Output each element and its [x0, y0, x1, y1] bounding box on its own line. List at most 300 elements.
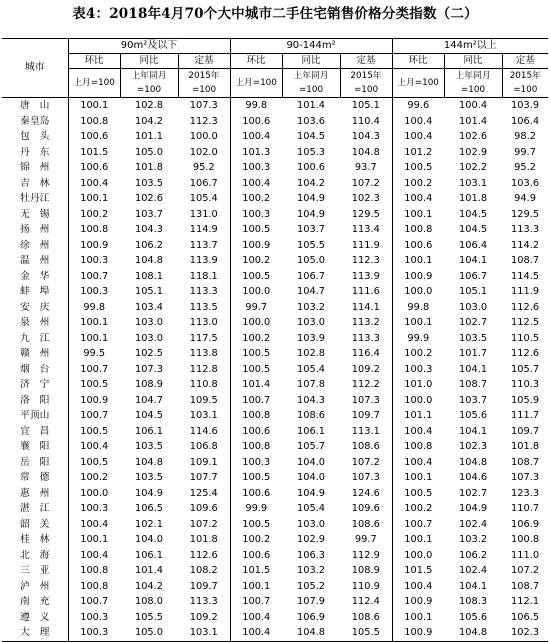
index-value: 101.8 — [178, 532, 230, 548]
index-value: 100.3 — [242, 162, 271, 173]
index-value: 103.5 — [134, 177, 164, 189]
index-value: 100.7 — [80, 410, 109, 421]
index-value: 100.5 — [242, 270, 271, 282]
table-title: 表4：2018年4月70个大中城市二手住宅销售价格分类指数（二） — [72, 6, 478, 22]
index-value: 103.0 — [296, 518, 326, 530]
index-value: 100.5 — [242, 472, 271, 483]
index-value: 107.3 — [134, 363, 164, 375]
city-name: 桂 林 — [2, 532, 68, 548]
index-value: 106.9 — [296, 611, 326, 623]
index-value: 112.1 — [511, 596, 540, 607]
index-value: 100.6 — [80, 162, 109, 173]
index-value: 100.0 — [178, 129, 230, 145]
index-value: 104.1 — [459, 255, 488, 266]
index-value: 124.6 — [340, 486, 392, 502]
city-name: 金 华 — [2, 269, 68, 285]
index-value: 101.8 — [459, 193, 488, 204]
index-value: 108.7 — [459, 379, 488, 390]
index-value: 102.8 — [296, 348, 326, 359]
table-row — [2, 331, 548, 347]
index-value: 101.2 — [404, 146, 433, 158]
index-value: 95.2 — [178, 160, 230, 176]
table-row — [2, 548, 548, 564]
table-row — [2, 377, 548, 393]
index-value: 109.7 — [178, 579, 230, 595]
index-value: 106.1 — [296, 425, 326, 437]
index-value: 103.2 — [296, 565, 326, 576]
index-value: 102.4 — [459, 518, 488, 530]
city-name: 泸 州 — [2, 579, 68, 595]
index-value: 100.3 — [68, 625, 120, 641]
index-value: 101.8 — [511, 441, 540, 452]
index-value: 113.4 — [340, 222, 392, 238]
table-row — [2, 393, 548, 409]
index-value: 106.7 — [296, 270, 326, 282]
index-value: 105.4 — [296, 503, 326, 514]
index-value: 100.4 — [242, 611, 271, 623]
city-name: 北 海 — [2, 548, 68, 564]
index-value: 108.1 — [134, 270, 164, 282]
index-value: 100.2 — [242, 193, 271, 204]
index-value: 101.5 — [242, 565, 271, 576]
index-value: 100.4 — [230, 625, 282, 641]
city-name: 包 头 — [2, 129, 68, 145]
index-value: 100.0 — [242, 286, 271, 297]
index-value: 100.3 — [80, 255, 109, 266]
index-value: 94.9 — [514, 193, 536, 204]
table-row — [2, 579, 548, 595]
index-value: 100.3 — [80, 286, 109, 297]
city-name: 吉 林 — [2, 176, 68, 192]
index-value: 114.6 — [178, 424, 230, 440]
index-value: 117.5 — [178, 331, 230, 347]
index-value: 100.2 — [404, 348, 433, 359]
index-value: 109.7 — [511, 425, 540, 437]
index-value: 112.2 — [340, 377, 392, 393]
index-value: 104.5 — [134, 410, 164, 421]
index-value: 103.1 — [178, 408, 230, 424]
index-value: 104.5 — [296, 131, 326, 142]
table-row — [2, 486, 548, 502]
base-header: 上月=100 — [68, 69, 120, 98]
city-name: 宜 昌 — [2, 424, 68, 440]
index-value: 109.6 — [340, 501, 392, 517]
index-value: 100.1 — [404, 317, 433, 328]
index-value: 113.9 — [340, 269, 392, 285]
table-row — [2, 191, 548, 207]
index-value: 113.0 — [178, 315, 230, 331]
index-value: 100.5 — [242, 224, 271, 235]
index-value: 105.5 — [340, 625, 392, 641]
table-row — [2, 176, 548, 192]
index-value: 100.6 — [242, 549, 271, 561]
index-value: 100.6 — [242, 487, 271, 499]
index-value: 100.7 — [242, 394, 271, 406]
city-name: 洛 阳 — [2, 393, 68, 409]
index-value: 106.9 — [511, 518, 540, 530]
index-value: 103.2 — [296, 301, 326, 313]
index-value: 100.1 — [80, 193, 109, 204]
city-column-header: 城市 — [2, 39, 68, 98]
index-value: 104.8 — [459, 456, 488, 468]
index-value: 100.2 — [242, 534, 271, 545]
index-value: 113.7 — [178, 238, 230, 254]
table-row — [2, 129, 548, 145]
index-value: 112.3 — [178, 114, 230, 130]
table-row — [2, 501, 548, 517]
index-value: 108.2 — [178, 563, 230, 579]
index-value: 95.2 — [514, 162, 536, 173]
index-value: 99.8 — [83, 301, 106, 313]
index-value: 100.3 — [242, 208, 271, 220]
index-value: 100.2 — [80, 208, 109, 220]
index-value: 102.7 — [459, 317, 488, 328]
subheader: 同比 — [120, 54, 178, 69]
index-value: 102.6 — [134, 193, 164, 204]
index-value: 104.9 — [296, 208, 326, 220]
subheader: 定基 — [340, 54, 392, 69]
table-row — [2, 455, 548, 471]
index-value: 114.9 — [178, 222, 230, 238]
index-value: 103.1 — [459, 177, 488, 189]
index-value: 100.1 — [404, 208, 433, 220]
city-name: 韶 关 — [2, 517, 68, 533]
index-value: 100.1 — [80, 100, 109, 111]
subheader: 环比 — [230, 54, 282, 69]
index-value: 100.8 — [242, 410, 271, 421]
index-value: 102.2 — [459, 162, 488, 173]
index-value: 104.2 — [134, 115, 164, 127]
index-value: 105.7 — [511, 363, 540, 375]
index-value: 110.4 — [340, 114, 392, 130]
index-value: 100.6 — [296, 162, 326, 173]
index-value: 103.7 — [459, 394, 488, 406]
index-value: 100.1 — [80, 332, 109, 344]
index-value: 109.5 — [178, 393, 230, 409]
index-value: 104.5 — [459, 224, 488, 235]
table-row — [2, 222, 548, 238]
table-row — [2, 424, 548, 440]
city-name: 徐 州 — [2, 238, 68, 254]
base-header: 2015年=100 — [340, 69, 392, 98]
index-value: 106.7 — [178, 176, 230, 192]
index-value: 129.5 — [511, 208, 540, 220]
index-value: 100.8 — [404, 224, 433, 235]
index-value: 107.2 — [340, 455, 392, 471]
index-value: 103.7 — [134, 208, 164, 220]
index-value: 101.5 — [80, 146, 109, 158]
table-row — [2, 98, 548, 114]
index-value: 103.5 — [134, 441, 164, 452]
table-row — [2, 145, 548, 161]
index-value: 103.9 — [511, 100, 540, 111]
index-value: 108.7 — [511, 580, 540, 592]
index-value: 104.0 — [296, 472, 326, 483]
index-value: 105.4 — [178, 191, 230, 207]
index-value: 105.4 — [296, 363, 326, 375]
index-value: 109.2 — [340, 362, 392, 378]
index-value: 106.4 — [459, 239, 488, 251]
index-value: 103.6 — [296, 115, 326, 127]
index-value: 129.5 — [340, 207, 392, 223]
table-row — [2, 408, 548, 424]
index-value: 104.7 — [134, 394, 164, 406]
index-value: 106.2 — [459, 549, 488, 561]
index-value: 100.5 — [80, 379, 109, 390]
index-value: 100.1 — [404, 472, 433, 483]
group-header-medium: 90-144m² — [230, 39, 392, 54]
index-value: 104.1 — [459, 580, 488, 592]
index-value: 104.6 — [459, 472, 488, 483]
table-row — [2, 610, 548, 626]
index-value: 100.7 — [80, 270, 109, 282]
index-value: 100.8 — [80, 565, 109, 576]
index-value: 100.8 — [404, 441, 433, 452]
index-value: 104.2 — [296, 177, 326, 189]
index-value: 112.6 — [178, 548, 230, 564]
index-value: 104.0 — [134, 534, 164, 545]
index-value: 113.5 — [178, 300, 230, 316]
index-value: 99.9 — [245, 503, 268, 514]
city-name: 济 宁 — [2, 377, 68, 393]
index-value: 100.6 — [242, 115, 271, 127]
index-value: 100.8 — [80, 115, 109, 127]
index-value: 100.8 — [511, 534, 540, 545]
index-value: 100.3 — [80, 503, 109, 514]
index-value: 100.2 — [242, 255, 271, 266]
index-value: 108.6 — [340, 439, 392, 455]
index-value: 103.0 — [459, 301, 488, 313]
table-row — [2, 362, 548, 378]
index-value: 107.3 — [178, 98, 230, 114]
index-value: 116.4 — [340, 346, 392, 362]
index-value: 100.9 — [242, 239, 271, 251]
index-value: 104.1 — [459, 425, 488, 437]
index-value: 114.2 — [511, 239, 540, 251]
index-value: 108.6 — [340, 610, 392, 626]
city-name: 南 充 — [2, 594, 68, 610]
table-row — [2, 517, 548, 533]
index-value: 105.7 — [296, 441, 326, 452]
index-value: 100.5 — [242, 363, 271, 375]
index-value: 100.8 — [80, 580, 109, 592]
index-value: 101.0 — [404, 379, 433, 390]
index-value: 101.7 — [459, 348, 488, 359]
index-value: 102.7 — [459, 487, 488, 499]
index-value: 100.5 — [80, 425, 109, 437]
index-value: 100.5 — [404, 487, 433, 499]
city-name: 常 德 — [2, 470, 68, 486]
index-value: 99.7 — [514, 146, 536, 158]
index-value: 100.0 — [80, 487, 109, 499]
base-header: 2015年=100 — [502, 69, 548, 98]
index-value: 99.8 — [245, 100, 268, 111]
index-value: 93.7 — [340, 160, 392, 176]
index-value: 103.0 — [296, 317, 326, 328]
index-value: 102.1 — [134, 518, 164, 530]
index-value: 105.5 — [296, 239, 326, 251]
index-value: 100.8 — [80, 224, 109, 235]
index-value: 114.1 — [340, 300, 392, 316]
subheader: 同比 — [444, 54, 502, 69]
table-row — [2, 346, 548, 362]
index-value: 103.7 — [296, 224, 326, 235]
table-row — [2, 625, 548, 641]
index-value: 104.3 — [340, 129, 392, 145]
index-value: 118.1 — [178, 269, 230, 285]
index-value: 101.4 — [242, 379, 271, 390]
table-body — [2, 98, 548, 642]
index-value: 112.4 — [340, 594, 392, 610]
index-value: 99.9 — [407, 332, 430, 344]
price-index-table — [2, 38, 548, 642]
index-value: 103.2 — [459, 534, 488, 545]
index-value: 104.9 — [296, 487, 326, 499]
index-value: 104.8 — [444, 625, 502, 641]
index-value: 104.8 — [134, 456, 164, 468]
index-value: 104.1 — [459, 363, 488, 375]
index-value: 108.9 — [134, 379, 164, 390]
table-row — [2, 439, 548, 455]
index-value: 104.5 — [459, 208, 488, 220]
index-value: 101.4 — [134, 565, 164, 576]
index-value: 100.4 — [404, 425, 433, 437]
index-value: 102.5 — [134, 348, 164, 359]
index-value: 100.9 — [404, 270, 433, 282]
index-value: 100.6 — [242, 425, 271, 437]
index-value: 106.5 — [134, 503, 164, 514]
index-value: 101.1 — [404, 410, 433, 421]
index-value: 100.9 — [404, 596, 433, 607]
index-value: 106.2 — [134, 239, 164, 251]
index-value: 103.0 — [134, 332, 164, 344]
index-value: 100.1 — [80, 534, 109, 545]
index-value: 100.5 — [242, 348, 271, 359]
index-value: 110.7 — [511, 503, 540, 514]
index-value: 113.1 — [340, 424, 392, 440]
index-value: 102.8 — [134, 100, 164, 111]
index-value: 112.8 — [178, 362, 230, 378]
city-name: 惠 州 — [2, 486, 68, 502]
index-value: 100.4 — [404, 193, 433, 204]
index-value: 107.8 — [296, 379, 326, 390]
index-value: 105.0 — [120, 625, 178, 641]
table-row — [2, 284, 548, 300]
index-value: 100.4 — [459, 100, 488, 111]
base-header: 上年同月=100 — [120, 69, 178, 98]
index-value: 100.0 — [404, 394, 433, 406]
index-value: 100.3 — [404, 363, 433, 375]
base-header: 上月=100 — [392, 69, 444, 98]
city-name: 温 州 — [2, 253, 68, 269]
index-value: 99.5 — [83, 348, 106, 359]
index-value: 107.2 — [511, 565, 540, 576]
index-value: 125.4 — [178, 486, 230, 502]
index-value: 112.6 — [511, 301, 540, 313]
index-value: 101.8 — [134, 162, 164, 173]
index-value: 108.7 — [511, 255, 540, 266]
index-value: 105.5 — [134, 611, 164, 623]
table-row — [2, 594, 548, 610]
index-value: 105.3 — [296, 146, 326, 158]
index-value: 100.4 — [80, 518, 109, 530]
index-value: 103.5 — [134, 472, 164, 483]
index-value: 109.7 — [340, 408, 392, 424]
index-value: 104.2 — [134, 580, 164, 592]
index-value: 101.4 — [459, 115, 488, 127]
subheader: 环比 — [68, 54, 120, 69]
city-name: 平顶山 — [2, 408, 68, 424]
city-name: 岳 阳 — [2, 455, 68, 471]
index-value: 107.2 — [340, 176, 392, 192]
index-value: 100.2 — [404, 503, 433, 514]
index-value: 100.1 — [242, 580, 271, 592]
index-value: 99.7 — [340, 532, 392, 548]
index-value: 102.3 — [340, 191, 392, 207]
index-value: 104.8 — [282, 625, 340, 641]
index-value: 100.0 — [404, 286, 433, 297]
index-value: 99.8 — [407, 301, 430, 313]
index-value: 103.0 — [134, 317, 164, 328]
index-value: 108.0 — [134, 596, 164, 607]
index-value: 107.7 — [178, 470, 230, 486]
index-value: 100.4 — [242, 131, 271, 142]
index-value: 113.9 — [178, 253, 230, 269]
index-value: 105.0 — [296, 255, 326, 266]
index-value: 108.9 — [340, 563, 392, 579]
index-value: 100.6 — [80, 131, 109, 142]
index-value: 102.0 — [178, 145, 230, 161]
table-row — [2, 207, 548, 223]
index-value: 107.3 — [340, 470, 392, 486]
base-header: 2015年=100 — [178, 69, 230, 98]
index-value: 106.3 — [296, 549, 326, 561]
index-value: 102.3 — [502, 625, 548, 641]
index-value: 108.6 — [340, 517, 392, 533]
subheader: 同比 — [282, 54, 340, 69]
index-value: 100.4 — [80, 549, 109, 561]
group-header-small: 90m²及以下 — [68, 39, 230, 54]
index-value: 100.4 — [404, 456, 433, 468]
index-value: 111.9 — [340, 238, 392, 254]
index-value: 100.5 — [80, 456, 109, 468]
index-value: 102.6 — [459, 131, 488, 142]
index-value: 99.6 — [407, 100, 430, 111]
index-value: 113.3 — [178, 594, 230, 610]
index-value: 109.6 — [178, 501, 230, 517]
index-value: 104.7 — [296, 286, 326, 297]
index-value: 113.3 — [511, 224, 540, 235]
index-value: 104.9 — [459, 503, 488, 514]
index-value: 111.6 — [340, 284, 392, 300]
index-value: 106.4 — [511, 115, 540, 127]
index-value: 109.1 — [178, 455, 230, 471]
city-name: 唐 山 — [2, 98, 68, 114]
index-value: 100.7 — [242, 596, 271, 607]
city-name: 襄 阳 — [2, 439, 68, 455]
index-value: 105.1 — [134, 286, 164, 297]
group-header-large: 144m²以上 — [392, 39, 548, 54]
base-header: 上月=100 — [230, 69, 282, 98]
city-name: 扬 州 — [2, 222, 68, 238]
index-value: 101.5 — [404, 565, 433, 576]
index-value: 110.8 — [178, 377, 230, 393]
index-value: 112.5 — [511, 317, 540, 328]
index-value: 100.4 — [404, 115, 433, 127]
index-value: 113.3 — [178, 284, 230, 300]
index-value: 99.7 — [245, 301, 268, 313]
index-value: 108.3 — [459, 596, 488, 607]
